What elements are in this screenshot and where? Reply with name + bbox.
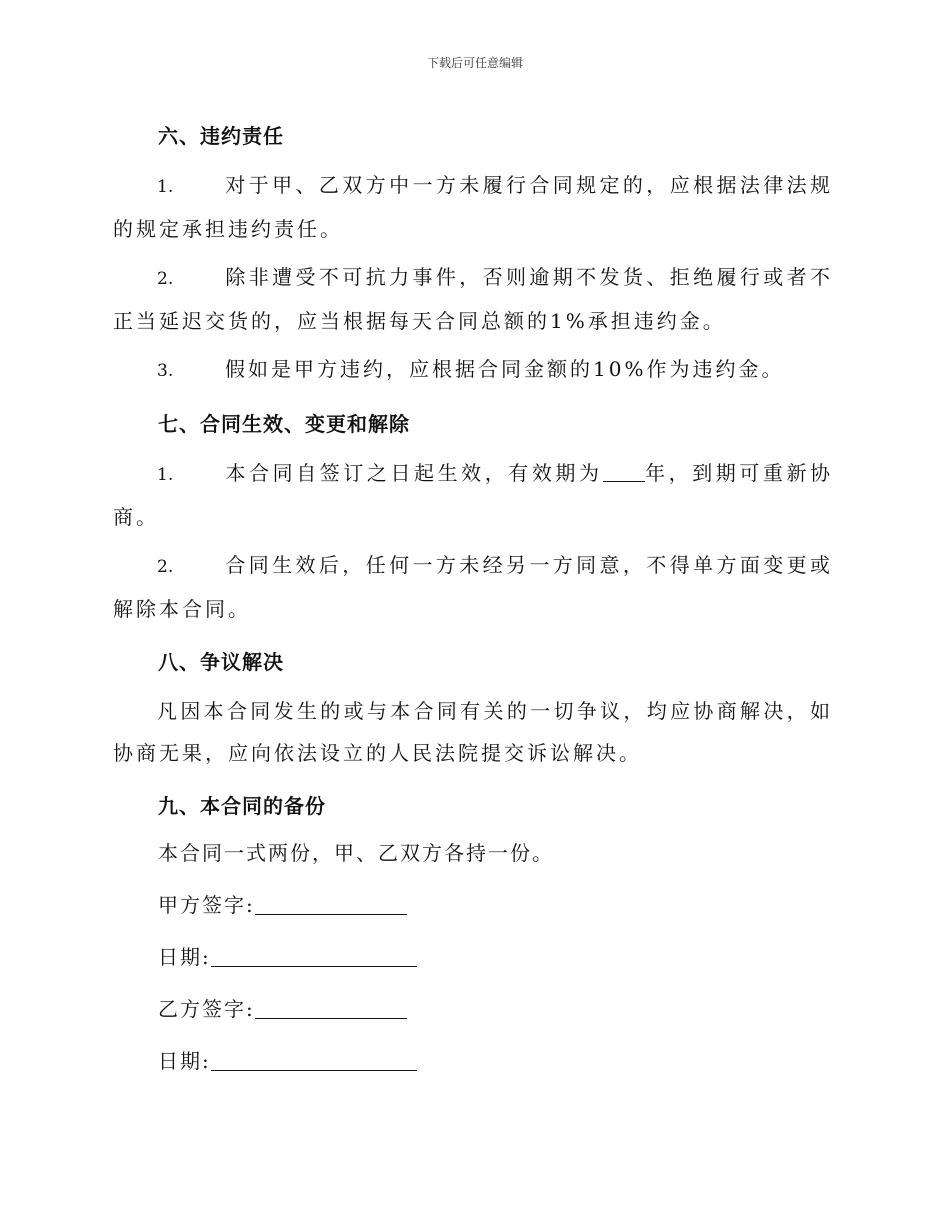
item-text-pre: 本合同自签订之日起生效，有效期为 <box>225 461 603 485</box>
item-number: 1. <box>157 177 174 197</box>
section-8-text: 凡因本合同发生的或与本合同有关的一切争议，均应协商解决，如协商无果，应向依法设立的人民法院提交诉讼解决。 <box>113 699 833 765</box>
party-b-date-line[interactable] <box>211 1050 417 1071</box>
document-body <box>113 104 833 1082</box>
section-6-title: 六、违约责任 <box>158 124 284 148</box>
item-text-post: 年，到期可重新协商。 <box>113 461 834 529</box>
section-8-title: 八、争议解决 <box>158 650 284 674</box>
section-9-title: 九、本合同的备份 <box>158 794 326 818</box>
item-number: 3. <box>157 361 174 381</box>
party-a-signature-row <box>158 884 833 926</box>
section-6-item-2 <box>113 256 833 342</box>
section-6-item-3 <box>113 348 833 392</box>
party-a-signature-label: 甲方签字: <box>158 893 255 917</box>
section-7-title: 七、合同生效、变更和解除 <box>158 412 410 436</box>
item-number: 1. <box>157 465 174 485</box>
section-6-item-1 <box>113 164 833 250</box>
party-b-date-label: 日期: <box>158 1049 211 1073</box>
term-years-blank[interactable] <box>603 461 645 482</box>
item-number: 2. <box>157 557 174 577</box>
party-b-signature-label: 乙方签字: <box>158 997 255 1021</box>
item-text: 除非遭受不可抗力事件，否则逾期不发货、拒绝履行或者不正当延迟交货的，应当根据每天合同总额的1%承担违约金。 <box>113 265 833 333</box>
party-b-signature-line[interactable] <box>255 998 407 1019</box>
party-a-signature-line[interactable] <box>255 894 407 915</box>
page-header: 下载后可任意编辑 <box>426 56 523 70</box>
section-7-item-2 <box>113 544 833 630</box>
section-7-item-1 <box>113 452 833 538</box>
party-a-date-line[interactable] <box>211 946 417 967</box>
section-9-text: 本合同一式两份，甲、乙双方各持一份。 <box>158 841 554 865</box>
item-number: 2. <box>157 269 174 289</box>
item-text: 对于甲、乙双方中一方未履行合同规定的，应根据法律法规的规定承担违约责任。 <box>113 173 833 241</box>
party-b-signature-row <box>158 988 833 1030</box>
party-b-date-row <box>158 1040 833 1082</box>
item-text: 假如是甲方违约，应根据合同金额的10%作为违约金。 <box>225 357 785 381</box>
party-a-date-label: 日期: <box>158 945 211 969</box>
party-a-date-row <box>158 936 833 978</box>
item-text: 合同生效后，任何一方未经另一方同意，不得单方面变更或解除本合同。 <box>113 553 833 621</box>
